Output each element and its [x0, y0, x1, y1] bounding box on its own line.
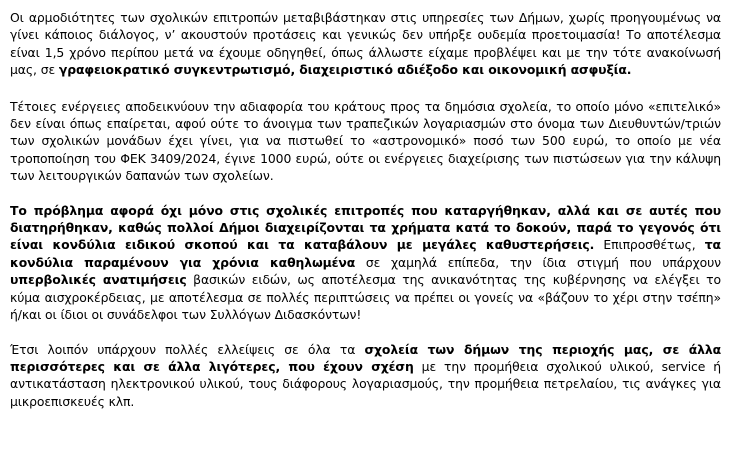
p3-text-3: βασικών ειδών, ως αποτέλεσμα της ανικανότητας της κυβέρνησης να ελέγξει το κύμα αισχροκέρδειας, με αποτέλεσμα σε πολλές περιπτώσεις να πρέπει οι γονείς να «βάζουν το χέρι στην τσέπη» ή/και οι ίδιοι οι συνάδελφοι των Συλλόγων Διδασκόντων! [10, 272, 721, 323]
paragraph-state-indifference [10, 98, 721, 185]
p1-text-1: Οι αρμοδιότητες των σχολικών επιτροπών μεταβιβάστηκαν στις υπηρεσίες των Δήμων, χωρίς προηγουμένως να γίνει κάποιος διάλογος, ν’ ακουστούν προτάσεις και γενικώς δεν υπήρξε ουδεμία προετοιμασία! Το αποτέλεσμα είναι 1,5 χρόνο περίπου μετά να έχουμε οδηγηθεί, όπως άλλωστε είχαμε προβλέψει και με την τότε ανακοίνωσή μας, σε [10, 10, 721, 78]
paragraph-shortages [10, 341, 721, 411]
p3-bold-2: τα κονδύλια παραμένουν για χρόνια καθηλωμένα [10, 237, 721, 270]
p4-bold-1: σχολεία των δήμων της περιοχής μας, σε άλλα περισσότερες και σε άλλα λιγότερες, που έχουν σχέση [10, 341, 722, 374]
p2-text-1: Τέτοιες ενέργειες αποδεικνύουν την αδιαφορία του κράτους προς τα δημόσια σχολεία, το οποίο μόνο «επιτελικό» δεν είναι όπως επαίρεται, αφού ούτε το άνοιγμα των τραπεζικών λογαριασμών στο όνομα των Διευθυντών/τριών των σχολικών μονάδων έχει γίνει, για να πιστωθεί το «αστρονομικό» ποσό των 500 ευρώ, το οποίο με νέα τροποποίηση του ΦΕΚ 3409/2024, έγινε 1000 ευρώ, ούτε οι ενέργειες διαχείρισης των πιστώσεων για την κάλυψη των λειτουργικών δαπανών των σχολείων. [10, 98, 721, 184]
p4-text-2: με την προμήθεια σχολικού υλικού, service ή αντικατάσταση ηλεκτρονικού υλικού, τους διάφορους λογαριασμούς, την προμήθεια πετρελαίου, τις ανάγκες για μικροεπισκευές κλπ. [10, 358, 721, 409]
p3-bold-1: Το πρόβλημα αφορά όχι μόνο στις σχολικές επιτροπές που καταργήθηκαν, αλλά και σε αυτές που διατηρήθηκαν, καθώς πολλοί Δήμοι διαχειρίζονται τα χρήματα κατά το δοκούν, παρά το γεγονός ότι είναι κονδύλια ειδικού σκοπού και τα καταβάλουν με μεγάλες καθυστερήσεις. [10, 202, 721, 253]
p3-bold-3: υπερβολικές ανατιμήσεις [10, 272, 187, 288]
p3-text-1: Επιπροσθέτως, [594, 237, 705, 253]
p1-bold-1: γραφειοκρατικό συγκεντρωτισμό, διαχειριστικό αδιέξοδο και οικονομική ασφυξία. [58, 62, 632, 78]
paragraph-school-committees [10, 9, 721, 79]
p3-text-2: σε χαμηλά επίπεδα, την ίδια στιγμή που υπάρχουν [355, 254, 721, 270]
p4-text-1: Έτσι λοιπόν υπάρχουν πολλές ελλείψεις σε όλα τα [10, 341, 365, 357]
paragraph-funding-problem [10, 202, 721, 324]
